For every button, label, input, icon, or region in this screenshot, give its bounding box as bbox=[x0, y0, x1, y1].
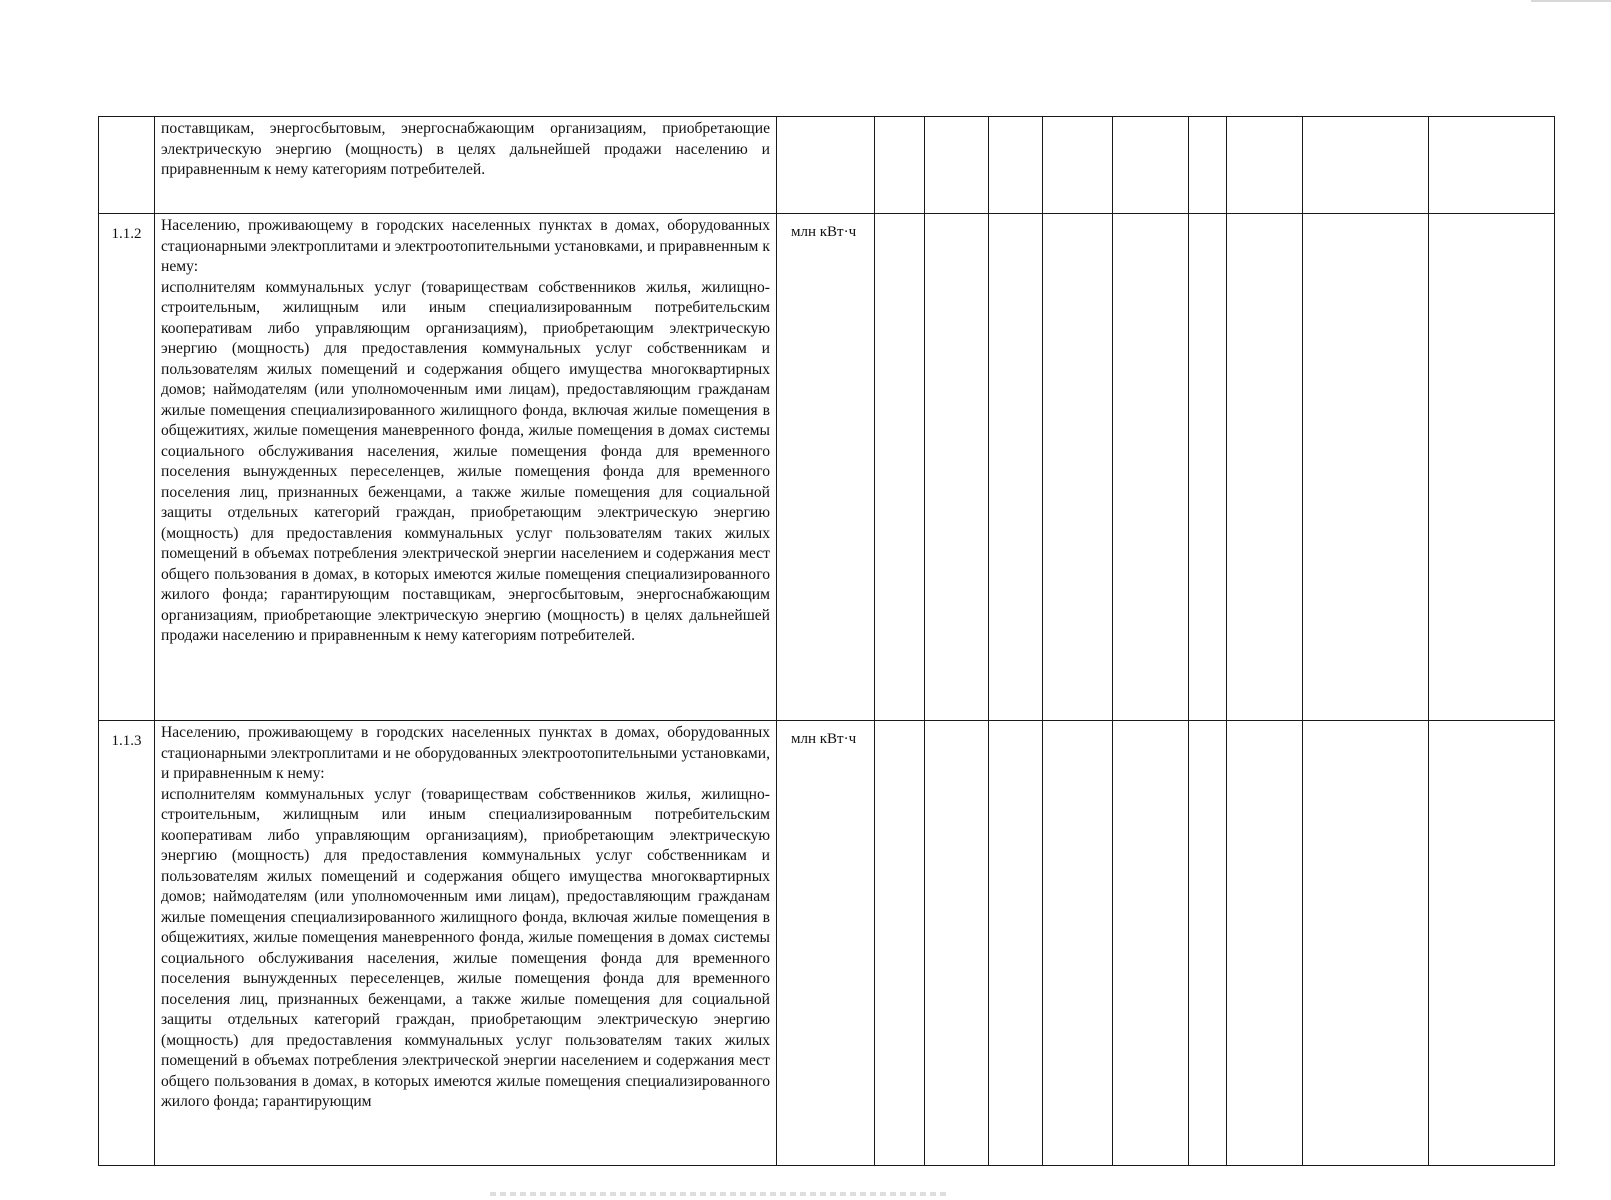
row-description-cell bbox=[155, 214, 777, 721]
value-cell bbox=[1113, 721, 1189, 1166]
value-cell bbox=[875, 721, 925, 1166]
description-paragraph: поставщикам, энергосбытовым, энергоснабжающим организациям, приобретающие электрическую энергию (мощность) в целях дальнейшей продажи населению и приравненным к нему категориям потребителей. bbox=[161, 120, 770, 178]
tariff-volume-table bbox=[98, 116, 1555, 1166]
row-number-cell: 1.1.2 bbox=[99, 214, 155, 721]
row-description bbox=[161, 216, 770, 647]
description-paragraph: исполнителям коммунальных услуг (товариществам собственников жилья, жилищно-строительным, жилищным или иным специализированным потребительским кооперативам либо управляющим организациям), приобретающим электрическую энергию (мощность) для предоставления коммунальных услуг собственникам и пользователям жилых помещений и содержания общего имущества многоквартирных домов; наймодателям (или уполномоченным ими лицам), предоставляющим гражданам жилые помещения специализированного жилищного фонда, включая жилые помещения в общежитиях, жилые помещения маневренного фонда, жилые помещения в домах системы социального обслуживания населения, жилые помещения фонда для временного поселения вынужденных переселенцев, жилые помещения фонда для временного поселения лиц, признанных беженцами, а также жилые помещения для социальной защиты отдельных категорий граждан, приобретающим электрическую энергию (мощность) для предоставления коммунальных услуг пользователям таких жилых помещений в объемах потребления электрической энергии населением и содержания мест общего пользования в домах, в которых имеются жилые помещения специализированного жилого фонда; гарантирующим bbox=[161, 785, 770, 1110]
row-number-cell: 1.1.3 bbox=[99, 721, 155, 1166]
value-cell bbox=[925, 214, 989, 721]
value-cell bbox=[1303, 721, 1429, 1166]
value-cell bbox=[1227, 721, 1303, 1166]
value-cell bbox=[1227, 214, 1303, 721]
table-row bbox=[99, 214, 1555, 721]
description-paragraph: исполнителям коммунальных услуг (товариществам собственников жилья, жилищно-строительным, жилищным или иным специализированным потребительским кооперативам либо управляющим организациям), приобретающим электрическую энергию (мощность) для предоставления коммунальных услуг собственникам и пользователям жилых помещений и содержания общего имущества многоквартирных домов; наймодателям (или уполномоченным ими лицам), предоставляющим гражданам жилые помещения специализированного жилищного фонда, включая жилые помещения в общежитиях, жилые помещения маневренного фонда, жилые помещения в домах системы социального обслуживания населения, жилые помещения фонда для временного поселения вынужденных переселенцев, жилые помещения фонда для временного поселения лиц, признанных беженцами, а также жилые помещения для социальной защиты отдельных категорий граждан, приобретающим электрическую энергию (мощность) для предоставления коммунальных услуг пользователям таких жилых помещений в объемах потребления электрической энергии населением и содержания мест общего пользования в домах, в которых имеются жилые помещения специализированного жилого фонда; гарантирующим поставщикам, энергосбытовым, энергоснабжающим организациям, приобретающие электрическую энергию (мощность) в целях дальнейшей продажи населению и приравненным к нему категориям потребителей. bbox=[161, 278, 770, 644]
row-description bbox=[161, 723, 770, 1113]
value-cell bbox=[925, 721, 989, 1166]
scan-edge-mark bbox=[1531, 0, 1611, 2]
row-description bbox=[161, 119, 770, 181]
row-unit-cell: млн кВт·ч bbox=[777, 721, 875, 1166]
value-cell bbox=[1043, 117, 1113, 214]
value-cell bbox=[1227, 117, 1303, 214]
value-cell bbox=[1043, 214, 1113, 721]
value-cell bbox=[1043, 721, 1113, 1166]
row-description-cell bbox=[155, 721, 777, 1166]
value-cell bbox=[1189, 214, 1227, 721]
value-cell bbox=[1429, 117, 1555, 214]
value-cell bbox=[1113, 214, 1189, 721]
table-row bbox=[99, 721, 1555, 1166]
value-cell bbox=[1303, 117, 1429, 214]
description-paragraph: Населению, проживающему в городских населенных пунктах в домах, оборудованных стационарными электроплитами и электроотопительными установками, и приравненным к нему: bbox=[161, 217, 770, 275]
table-row bbox=[99, 117, 1555, 214]
row-unit-cell bbox=[777, 117, 875, 214]
description-paragraph: Населению, проживающему в городских населенных пунктах в домах, оборудованных стационарными электроплитами и не оборудованных электроотопительными установками, и приравненным к нему: bbox=[161, 724, 770, 782]
row-description-cell bbox=[155, 117, 777, 214]
value-cell bbox=[1303, 214, 1429, 721]
scan-footer-artifact bbox=[490, 1192, 950, 1196]
value-cell bbox=[989, 214, 1043, 721]
value-cell bbox=[989, 721, 1043, 1166]
value-cell bbox=[1113, 117, 1189, 214]
value-cell bbox=[989, 117, 1043, 214]
value-cell bbox=[875, 214, 925, 721]
value-cell bbox=[1189, 117, 1227, 214]
value-cell bbox=[1429, 721, 1555, 1166]
row-number-cell bbox=[99, 117, 155, 214]
value-cell bbox=[1429, 214, 1555, 721]
value-cell bbox=[1189, 721, 1227, 1166]
value-cell bbox=[875, 117, 925, 214]
row-unit-cell: млн кВт·ч bbox=[777, 214, 875, 721]
value-cell bbox=[925, 117, 989, 214]
